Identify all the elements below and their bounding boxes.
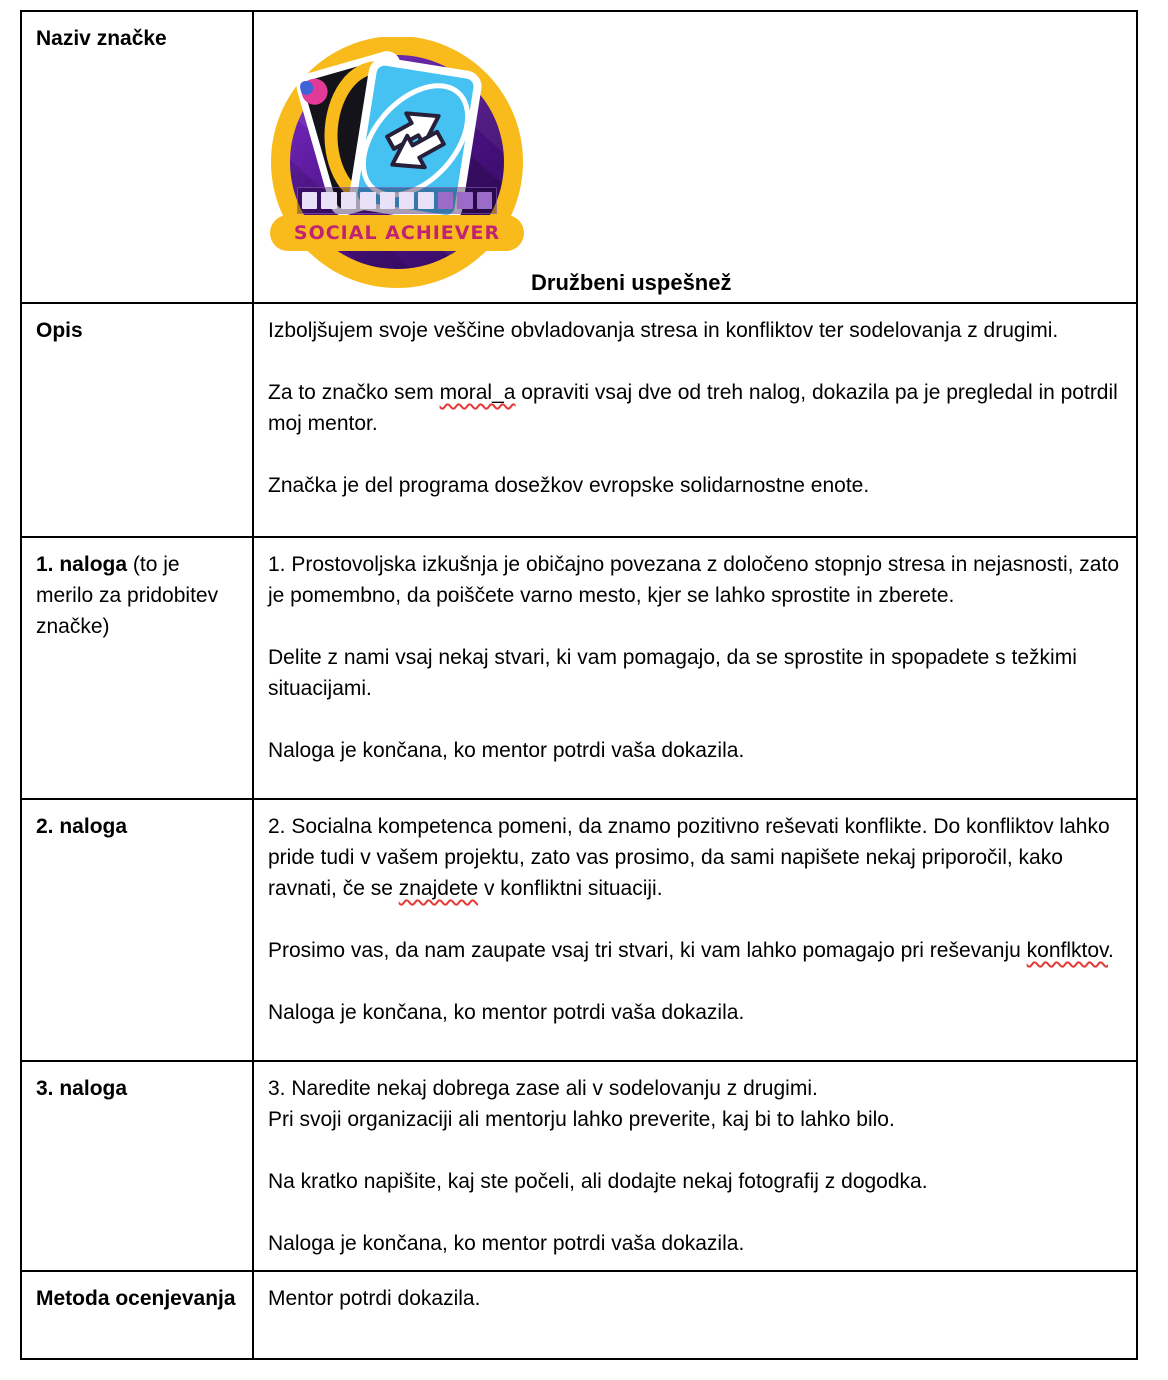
row-label-text: 1. naloga [36,553,128,576]
misspelled-word: konflktov [1026,939,1108,962]
paragraph: 1. Prostovoljska izkušnja je običajno povezana z določeno stopnjo stresa in nejasnosti, zato je pomembno, da poiščete varno mesto, kjer se lahko sprostite in zberete. [268,553,1120,607]
progress-square [399,192,414,209]
row-label-naziv-znacke [22,12,252,302]
paragraph: 3. Naredite nekaj dobrega zase ali v sodelovanju z drugimi. Pri svoji organizaciji ali mentorju lahko preverite, kaj bi to lahko bilo. [268,1077,895,1131]
misspelled-word: moral_a [439,381,516,404]
paragraph: Značka je del programa dosežkov evropske solidarnostne enote. [268,474,870,497]
progress-square [321,192,336,209]
row-label-metoda-ocenjevanja [22,1270,252,1358]
badge-caption: Družbeni uspešnež [531,270,732,295]
badge-criteria-table [20,10,1138,1360]
paragraph: Za to značko sem moral_a opraviti vsaj dve od treh nalog, dokazila pa je pregledal in potrdil moj mentor. [268,381,1118,435]
progress-square [457,192,472,209]
opis-cell [252,302,1136,536]
paragraph: Izboljšujem svoje veščine obvladovanja stresa in konfliktov ter sodelovanja z drugimi. [268,319,1059,342]
paragraph: Mentor potrdi dokazila. [268,1287,481,1310]
progress-square [341,192,356,209]
paragraph: Delite z nami vsaj nekaj stvari, ki vam pomagajo, da se sprostite in spopadete s težkimi situacijami. [268,646,1077,700]
paragraph: 2. Socialna kompetenca pomeni, da znamo pozitivno reševati konflikte. Do konfliktov lahko pride tudi v vašem projektu, zato vas prosimo, da sami napišete nekaj priporočil, kako ravnati, če se znajdete v konfliktni situaciji. [268,815,1110,900]
naloga-2-cell [252,798,1136,1060]
row-label-text: 3. naloga [36,1077,128,1100]
badge-progress-bar [297,187,497,214]
misspelled-word: znajdete [398,877,479,900]
progress-square [380,192,395,209]
paragraph: Naloga je končana, ko mentor potrdi vaša dokazila. [268,1232,745,1255]
badge-image [267,37,527,292]
social-achiever-badge-icon [267,37,527,292]
paragraph: Naloga je končana, ko mentor potrdi vaša dokazila. [268,1001,745,1024]
progress-square [418,192,433,209]
progress-square [477,192,492,209]
row-label-naloga-3 [22,1060,252,1270]
row-label-text: Naziv značke [36,27,167,50]
naloga-1-cell [252,536,1136,798]
row-label-text: Opis [36,319,83,342]
metoda-cell [252,1270,1136,1358]
progress-square [438,192,453,209]
progress-square [302,192,317,209]
row-label-text: 2. naloga [36,815,128,838]
row-label-naloga-2 [22,798,252,1060]
progress-square [360,192,375,209]
badge-name-cell [252,12,1136,302]
badge-banner-label: SOCIAL ACHIEVER [293,222,501,244]
naloga-3-cell [252,1060,1136,1270]
row-label-opis [22,302,252,536]
row-label-text: Metoda ocenjevanja [36,1287,236,1310]
paragraph: Na kratko napišite, kaj ste počeli, ali dodajte nekaj fotografij z dogodka. [268,1170,928,1193]
row-label-naloga-1 [22,536,252,798]
paragraph: Prosimo vas, da nam zaupate vsaj tri stvari, ki vam lahko pomagajo pri reševanju konflktov. [268,939,1114,962]
row-label-subtext: (to je merilo za pridobitev značke) [36,553,219,638]
paragraph: Naloga je končana, ko mentor potrdi vaša dokazila. [268,739,745,762]
